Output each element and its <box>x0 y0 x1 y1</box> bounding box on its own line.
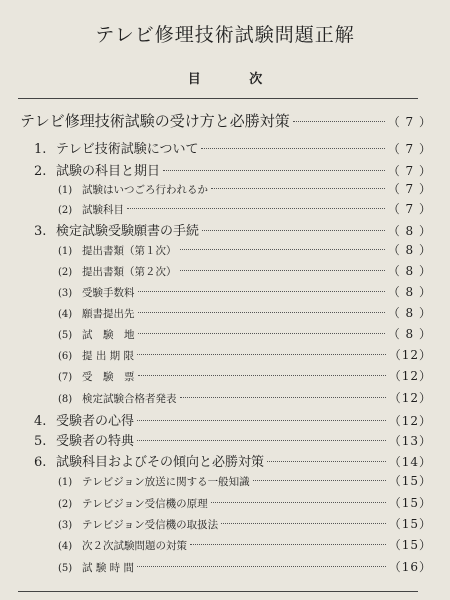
toc-entry <box>34 220 432 239</box>
toc-entry-page: （16） <box>388 560 432 574</box>
toc-entry-number: 2. <box>34 164 47 179</box>
dot-leader <box>163 170 385 171</box>
toc-entry-title: テレビジョン受信機の原理 <box>82 498 208 510</box>
toc-entry-number: (2) <box>58 205 73 216</box>
toc-entry-number: 1. <box>34 142 47 157</box>
toc-entry-title: テレビジョン受信機の取扱法 <box>82 519 219 531</box>
toc-entry <box>58 325 432 342</box>
toc-entry-title: 受 験 票 <box>82 371 135 383</box>
toc-entry <box>34 451 432 470</box>
dot-leader <box>138 375 386 376</box>
toc-entry-number: (4) <box>58 309 73 320</box>
toc-entry-number: (1) <box>58 246 73 257</box>
toc-entry-title: 提 出 期 限 <box>82 350 135 362</box>
toc-entry-number: 3. <box>34 224 47 239</box>
toc-entry <box>34 138 432 157</box>
toc-entry-title: 試験科目 <box>82 204 124 216</box>
dot-leader <box>211 188 385 189</box>
toc-entry-page: （15） <box>388 474 432 488</box>
dot-leader <box>267 461 386 462</box>
dot-leader <box>190 544 386 545</box>
toc-entry-page: （ 8 ） <box>387 264 432 278</box>
toc-entry-number: (8) <box>58 394 73 405</box>
toc-entry-number: (2) <box>58 499 73 510</box>
toc-entry <box>58 180 432 197</box>
dot-leader <box>127 208 385 209</box>
dot-leader <box>201 148 384 149</box>
toc-entry <box>58 494 432 511</box>
toc-entry <box>20 110 432 131</box>
toc-entry <box>58 515 432 532</box>
dot-leader <box>137 354 386 355</box>
toc-entry <box>58 241 432 258</box>
toc-entry-number: (1) <box>58 185 73 196</box>
toc-entry-page: （ 8 ） <box>387 243 432 257</box>
toc-entry <box>58 200 432 217</box>
dot-leader <box>202 230 385 231</box>
toc-entry <box>58 367 432 384</box>
toc-entry <box>58 262 432 279</box>
toc-entry-page: （12） <box>388 369 432 383</box>
toc-entry-title: 検定試験受験願書の手続 <box>56 224 200 239</box>
dot-leader <box>138 333 385 334</box>
toc-entry-title: 受験者の特典 <box>56 434 135 449</box>
toc-entry-title: 検定試験合格者発表 <box>82 393 177 405</box>
toc-entry-page: （ 7 ） <box>387 142 432 156</box>
toc-entry-title: 試 験 時 間 <box>82 562 135 574</box>
toc-entry <box>34 160 432 179</box>
toc-entry-page: （13） <box>388 434 432 448</box>
toc-entry-page: （15） <box>388 496 432 510</box>
toc-entry-page: （ 7 ） <box>387 202 432 216</box>
top-divider <box>18 98 418 99</box>
toc-entry-title: 提出書類（第２次） <box>82 266 177 278</box>
toc-entry-title: 提出書類（第１次） <box>82 245 177 257</box>
toc-entry-title: 願書提出先 <box>82 308 135 320</box>
dot-leader <box>137 420 386 421</box>
toc-entry-page: （15） <box>388 538 432 552</box>
toc-entry-number: (7) <box>58 372 73 383</box>
dot-leader <box>180 270 385 271</box>
toc-entry-title: テレビ技術試験について <box>56 142 199 157</box>
dot-leader <box>211 502 386 503</box>
toc-entry-number: (3) <box>58 520 73 531</box>
dot-leader <box>137 566 386 567</box>
toc-entry <box>34 430 432 449</box>
dot-leader <box>253 480 386 481</box>
toc-entry-title: テレビ修理技術試験の受け方と必勝対策 <box>20 112 290 130</box>
toc-heading: 目 次 <box>187 72 263 87</box>
dot-leader <box>180 397 386 398</box>
toc-entry-page: （14） <box>388 455 432 469</box>
toc-entry-title: 試 験 地 <box>82 329 135 341</box>
dot-leader <box>138 312 385 313</box>
toc-entry-number: (6) <box>58 351 73 362</box>
bottom-divider <box>18 591 418 592</box>
toc-entry <box>58 558 432 575</box>
toc-entry-number: (2) <box>58 267 73 278</box>
dot-leader <box>137 440 386 441</box>
toc-entry-title: 試験の科目と期日 <box>56 164 161 179</box>
toc-entry-page: （12） <box>388 414 432 428</box>
toc-entry-title: 試験はいつごろ行われるか <box>82 184 208 196</box>
toc-entry-title: 次２次試験問題の対策 <box>82 540 187 552</box>
toc-entry-page: （ 7 ） <box>387 182 432 196</box>
toc-entry-title: テレビジョン放送に関する一般知識 <box>82 476 250 488</box>
toc-entry-number: 6. <box>34 455 47 470</box>
toc-entry <box>58 283 432 300</box>
dot-leader <box>293 121 385 122</box>
toc-entry-title: 受験手数料 <box>82 287 135 299</box>
toc-entry-title: 試験科目およびその傾向と必勝対策 <box>56 455 265 470</box>
toc-entry <box>58 346 432 363</box>
toc-entry-number: 4. <box>34 414 47 429</box>
toc-entry-page: （12） <box>388 348 432 362</box>
toc-entry-number: (5) <box>58 563 73 574</box>
toc-entry-number: 5. <box>34 434 47 449</box>
toc-entry-page: （ 7 ） <box>387 115 432 129</box>
toc-entry-page: （ 8 ） <box>387 306 432 320</box>
book-title: テレビ修理技術試験問題正解 <box>95 24 355 46</box>
dot-leader <box>221 523 386 524</box>
toc-entry <box>58 304 432 321</box>
toc-entry-page: （ 8 ） <box>387 327 432 341</box>
toc-entry <box>34 410 432 429</box>
toc-entry-page: （12） <box>388 391 432 405</box>
toc-entry-number: (1) <box>58 477 73 488</box>
toc-entry <box>58 536 432 553</box>
toc-entry-page: （ 7 ） <box>387 164 432 178</box>
toc-entry-page: （ 8 ） <box>387 224 432 238</box>
dot-leader <box>138 291 385 292</box>
dot-leader <box>180 249 385 250</box>
toc-entry-number: (4) <box>58 541 73 552</box>
toc-entry <box>58 389 432 406</box>
toc-entry-number: (5) <box>58 330 73 341</box>
toc-entry-page: （ 8 ） <box>387 285 432 299</box>
toc-entry-title: 受験者の心得 <box>56 414 135 429</box>
toc-entry <box>58 472 432 489</box>
toc-entry-page: （15） <box>388 517 432 531</box>
toc-entry-number: (3) <box>58 288 73 299</box>
